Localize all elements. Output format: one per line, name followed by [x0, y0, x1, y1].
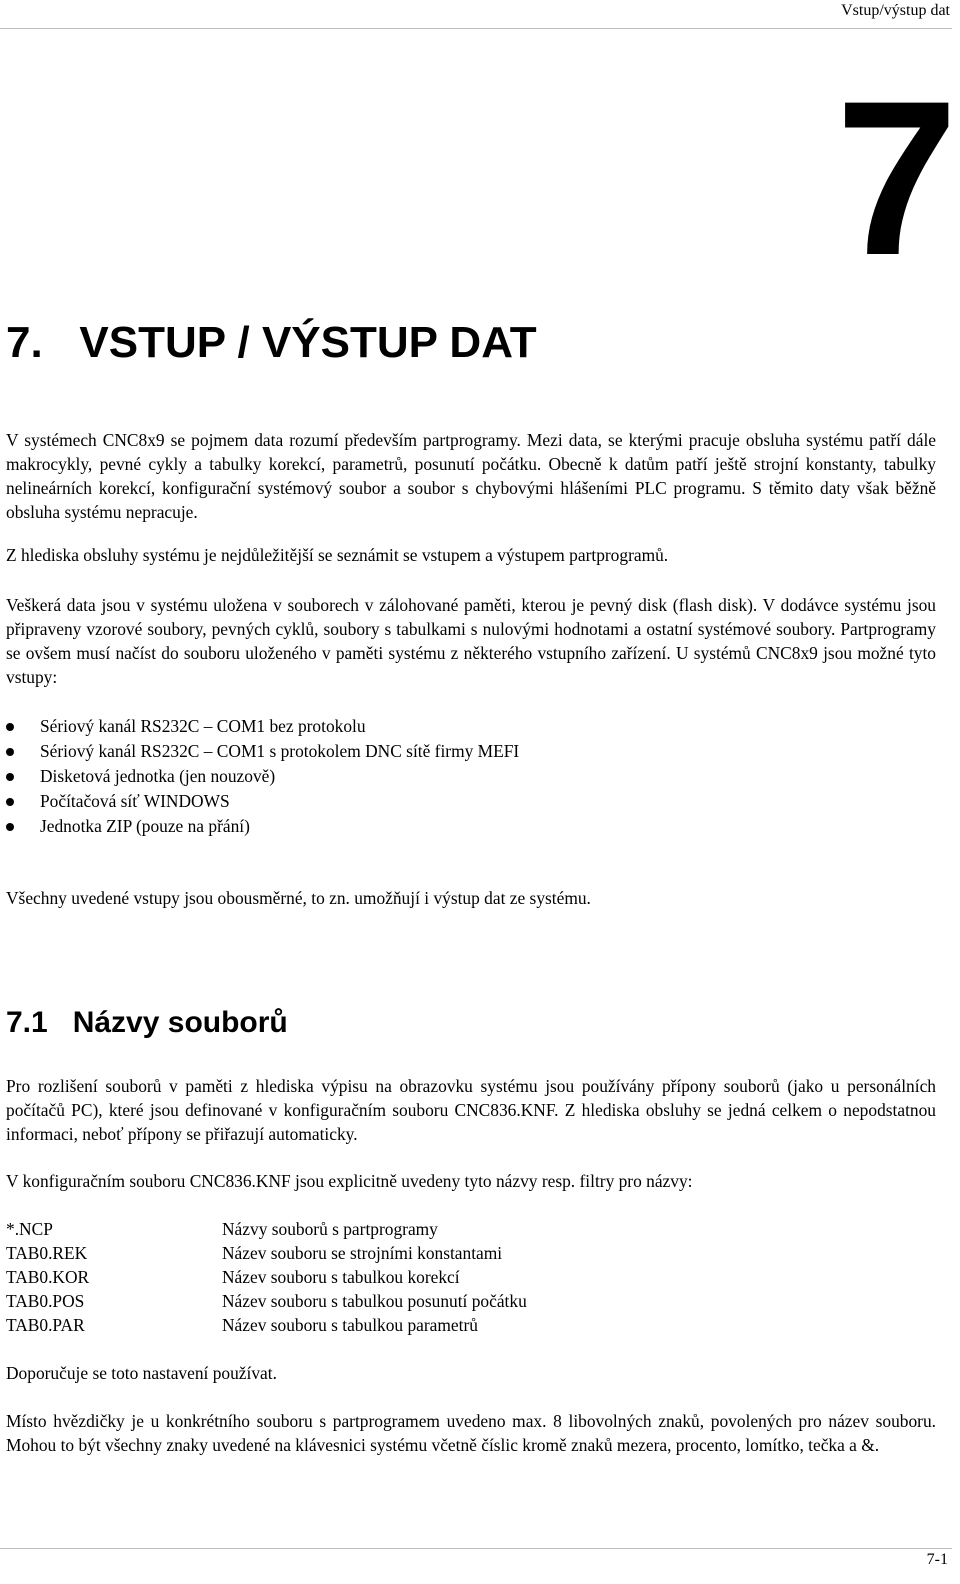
file-name: TAB0.KOR — [6, 1267, 90, 1287]
list-item — [6, 764, 519, 789]
storage-paragraph: Veškerá data jsou v systému uložena v souborech v zálohované paměti, kterou je pevný disk (flash disk). V dodávce systému jsou připraveny vzorové soubory, pevných cyklů, soubory s tabulkami s nulovými hodnotami a ostatní systémové soubory. Partprogramy se ovšem musí načíst do souboru uloženého v paměti systému z některého vstupního zařízení. U systémů CNC8x9 jsou možné tyto vstupy: — [6, 595, 936, 687]
file-description: Název souboru s tabulkou parametrů — [222, 1315, 478, 1335]
file-name: TAB0.PAR — [6, 1315, 85, 1335]
list-item — [6, 814, 519, 839]
bullet-icon — [6, 773, 14, 781]
list-item-text: Jednotka ZIP (pouze na přání) — [40, 816, 250, 836]
list-item — [6, 789, 519, 814]
intro-paragraph: V systémech CNC8x9 se pojmem data rozumí především partprogramy. Mezi data, se kterými pracuje obsluha systému patří dále makrocykly, pevné cykly a tabulky korekcí, parametrů, posunutí počátku. Obecně k datům patří ještě strojní konstanty, tabulky nelineárních korekcí, konfigurační systémový soubor a soubor s chybovými hlášeními PLC programu. S těmito daty však běžně obsluha systému nepracuje. — [6, 430, 936, 522]
list-item-text: Sériový kanál RS232C – COM1 bez protokolu — [40, 716, 366, 736]
bullet-icon — [6, 823, 14, 831]
config-paragraph: V konfiguračním souboru CNC836.KNF jsou explicitně uvedeny tyto názvy resp. filtry pro názvy: — [6, 1171, 693, 1191]
table-row — [6, 1289, 527, 1313]
recommendation-paragraph: Doporučuje se toto nastavení používat. — [6, 1363, 277, 1383]
bullet-icon — [6, 723, 14, 731]
extensions-paragraph: Pro rozlišení souborů v paměti z hlediska výpisu na obrazovku systému jsou používány přípony souborů (jako u personálních počítačů PC), které jsou definované v konfiguračním souboru CNC836.KNF. Z hlediska obsluhy se jedná celkem o nepodstatnou informaci, neboť přípony se přiřazují automaticky. — [6, 1076, 936, 1144]
bullet-icon — [6, 798, 14, 806]
file-description: Název souboru se strojními konstantami — [222, 1243, 503, 1263]
file-name: TAB0.POS — [6, 1291, 85, 1311]
input-list — [6, 714, 519, 839]
table-row — [6, 1241, 527, 1265]
table-row — [6, 1265, 527, 1289]
page-number: 7-1 — [926, 1551, 948, 1568]
footer-rule — [0, 1548, 952, 1549]
table-row — [6, 1217, 527, 1241]
chapter-number: 7 — [835, 55, 952, 301]
list-item-text: Disketová jednotka (jen nouzově) — [40, 766, 276, 786]
section-title: 7.1 Názvy souborů — [6, 1006, 288, 1039]
header-rule — [0, 28, 952, 29]
bullet-icon — [6, 748, 14, 756]
operator-paragraph: Z hlediska obsluhy systému je nejdůležitější se seznámit se vstupem a výstupem partprogramů. — [6, 545, 669, 565]
file-description: Názvy souborů s partprogramy — [222, 1219, 438, 1239]
chapter-title: 7. VSTUP / VÝSTUP DAT — [6, 318, 537, 367]
file-description: Název souboru s tabulkou korekcí — [222, 1267, 460, 1287]
list-item-text: Počítačová síť WINDOWS — [40, 791, 230, 811]
running-header: Vstup/výstup dat — [841, 2, 950, 19]
file-name: *.NCP — [6, 1219, 53, 1239]
file-name: TAB0.REK — [6, 1243, 88, 1263]
wildcard-paragraph: Místo hvězdičky je u konkrétního souboru s partprogramem uvedeno max. 8 libovolných znaků, povolených pro název souboru. Mohou to být všechny znaky uvedené na klávesnici systému včetně číslic kromě znaků mezera, procento, lomítko, tečka a &. — [6, 1411, 936, 1455]
file-description: Název souboru s tabulkou posunutí počátku — [222, 1291, 527, 1311]
list-item — [6, 739, 519, 764]
list-item — [6, 714, 519, 739]
file-name-table — [6, 1217, 527, 1337]
bidirectional-paragraph: Všechny uvedené vstupy jsou obousměrné, to zn. umožňují i výstup dat ze systému. — [6, 888, 591, 908]
table-row — [6, 1313, 527, 1337]
list-item-text: Sériový kanál RS232C – COM1 s protokolem DNC sítě firmy MEFI — [40, 741, 520, 761]
